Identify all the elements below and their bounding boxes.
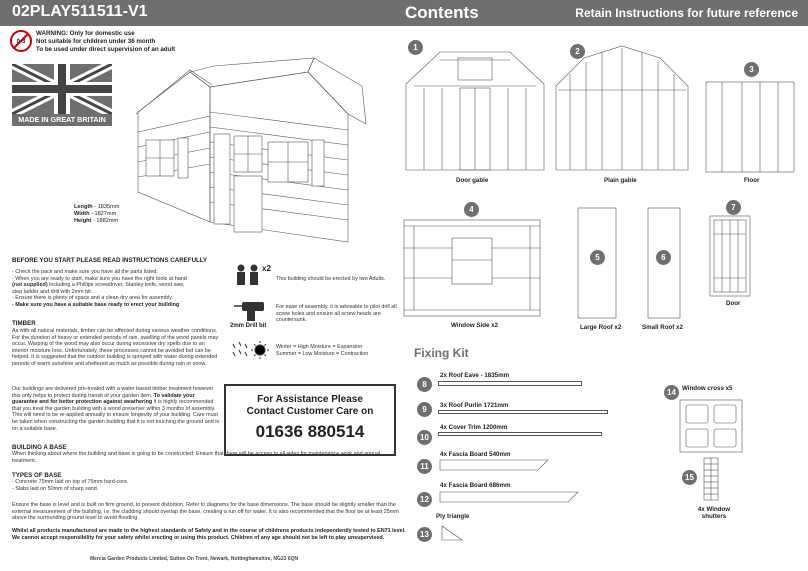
fix-13-label: Ply triangle <box>436 513 470 520</box>
part-3-label: Floor <box>744 177 760 184</box>
drill-note: For ease of assembly, it is advisable to pilot drill all screw holes and ensure all screw heads are countersunk. <box>276 304 397 324</box>
fix-14-label: Window cross x5 <box>682 385 733 392</box>
types-base-text: - Concrete 75mm laid on top of 75mm hard-core. - Slabs laid on 50mm of sharp sand. <box>12 479 129 492</box>
fixing-kit-title: Fixing Kit <box>414 346 469 360</box>
fix-8-label: 2x Roof Eave - 1835mm <box>440 372 510 379</box>
building-base-text: When thinking about where the building and base is going to be constructed; Ensure that there will be access to all sides for maintenance work and annual treatment. <box>12 451 381 464</box>
fix-10-number: 10 <box>417 430 432 445</box>
age-warning-text: 0-3 <box>16 39 26 45</box>
floor-drawing <box>704 80 796 174</box>
part-4-label: Window Side x2 <box>451 322 499 329</box>
part-5-number: 5 <box>590 250 605 265</box>
window-side-drawing <box>402 218 542 318</box>
part-4-number: 4 <box>464 202 479 217</box>
fix-11-label: 4x Fascia Board 540mm <box>440 451 511 458</box>
part-1-number: 1 <box>408 40 423 55</box>
part-6-number: 6 <box>656 250 671 265</box>
fix-14-number: 14 <box>664 385 679 400</box>
assistance-line-2: Contact Customer Care on <box>246 406 374 417</box>
fix-8-number: 8 <box>417 377 432 392</box>
base-instruction-text: Ensure the base is level and is built on firm ground, to prevent distortion. Refer to diagrams for the base dimensions. The base should be slightly smaller than the external measurement of the building, i.e. the cladding should overlap the base, creating a run off for water. It is also recommended that the floor be at least 25mm above the surrounding ground level to avoid flooding. <box>12 502 399 522</box>
window-cross-drawing <box>678 398 744 454</box>
fascia-540-drawing <box>438 458 552 472</box>
fix-15-label: 4x Window shutters <box>697 506 731 520</box>
part-3-number: 3 <box>744 62 759 77</box>
drill-label: 2mm Drill bit <box>230 323 267 329</box>
door-gable-drawing <box>404 38 546 174</box>
fascia-686-drawing <box>438 490 580 504</box>
fix-13-number: 13 <box>417 527 432 542</box>
treatment-text: Our buildings are delivered pre-treated with a water based timber treatment however this only helps to protect during transit of your garden item. To validate your guarantee and for better protection against weathering it is highly recommended that you treat the garden building with a wood preserver within 3 months of assembly. This will need to be re-applied annually to ensure longevity of your building. Care must be taken when constructing the garden building that it is not touching the ground and is on a suitable base. <box>12 386 220 432</box>
window-shutter-drawing <box>702 456 720 502</box>
safety-note: Whilst all products manufactured are made to the highest standards of Safety and in the course of childrens products independently tested to EN71 level. We cannot accept responsibility for your safety whilst erecting or using this product. Children of any age should not be left to play unsupervised. <box>12 528 406 541</box>
dimensions: Length - 1835mm Width - 1827mm Height - 1882mm <box>74 204 120 225</box>
part-1-label: Door gable <box>456 177 489 184</box>
assistance-line-1: For Assistance Please <box>257 394 363 405</box>
warning-text: WARNING: Only for domestic use Not suitable for children under 36 month To be used under direct supervision of an adult <box>36 30 176 54</box>
before-text: - Check the pack and make sure you have all the parts listed. - When you are ready to start, make sure you have the right tools at hand (not supplied) including a Phillips screwdriver, Stanley knife, wood saw, step ladder and drill with 2mm bit. - Ensure there is plenty of space and a clean dry area for assembly. - Make sure you have a suitable base ready to erect your building <box>12 269 187 308</box>
fix-9-number: 9 <box>417 402 432 417</box>
roof-eave-drawing <box>438 381 582 386</box>
made-in-badge: MADE IN GREAT BRITAIN <box>12 114 112 126</box>
fix-10-label: 4x Cover Trim 1200mm <box>440 424 508 431</box>
people-count: x2 <box>262 264 271 273</box>
part-2-number: 2 <box>570 44 585 59</box>
weather-icon <box>230 340 270 362</box>
fix-12-number: 12 <box>417 492 432 507</box>
door-drawing <box>708 214 752 298</box>
timber-heading: TIMBER <box>12 320 36 327</box>
customer-care-phone: 01636 880514 <box>255 422 365 441</box>
timber-text: As with all natural materials, timber can be affected during various weather conditions. For the duration of heavy or extended periods of rain, swelling of the wood panels may occur. Warping of the wood may also occur during excessive dry spells due to an interior moisture loss. Unfortunately, these processes cannot be avoided but can be helped. It is suggested that the outdoor building is sprayed with water during extended periods of warm sunshine and sheltered as much as possible during rain or snow. <box>12 328 219 367</box>
weather-note: Winter = High Moisture = Expansion Summer = Low Moisture = Contraction <box>276 344 369 357</box>
building-base-heading: BUILDING A BASE <box>12 444 67 451</box>
fix-11-number: 11 <box>417 459 432 474</box>
retain-note: Retain Instructions for future reference <box>575 6 798 20</box>
part-7-number: 7 <box>726 200 741 215</box>
uk-flag-icon <box>12 64 112 114</box>
page-title: Contents <box>405 3 479 22</box>
plain-gable-drawing <box>554 38 690 174</box>
before-heading: BEFORE YOU START PLEASE READ INSTRUCTIONS CAREFULLY <box>12 257 208 264</box>
assistance-box <box>224 384 396 456</box>
part-2-label: Plain gable <box>604 177 637 184</box>
product-code: 02PLAY511511-V1 <box>12 3 148 20</box>
fix-12-label: 4x Fascia Board 686mm <box>440 482 511 489</box>
fix-9-label: 3x Roof Purlin 1721mm <box>440 402 509 409</box>
types-base-heading: TYPES OF BASE <box>12 472 62 479</box>
playhouse-illustration <box>118 52 382 248</box>
cover-trim-drawing <box>438 432 602 436</box>
ply-triangle-drawing <box>440 524 464 542</box>
part-6-label: Small Roof x2 <box>642 324 683 331</box>
age-warning-icon <box>10 30 32 52</box>
part-7-label: Door <box>726 300 741 307</box>
people-note: This building should be erected by two Adults. <box>276 276 386 282</box>
roof-purlin-drawing <box>438 410 608 414</box>
company-footer: Mercia Garden Products Limited, Sutton On Trent, Newark, Nottinghamshire, NG23 6QN <box>90 556 299 562</box>
part-5-label: Large Roof x2 <box>580 324 622 331</box>
drill-icon <box>234 300 268 322</box>
two-people-icon <box>232 264 264 286</box>
fix-15-number: 15 <box>682 470 697 485</box>
